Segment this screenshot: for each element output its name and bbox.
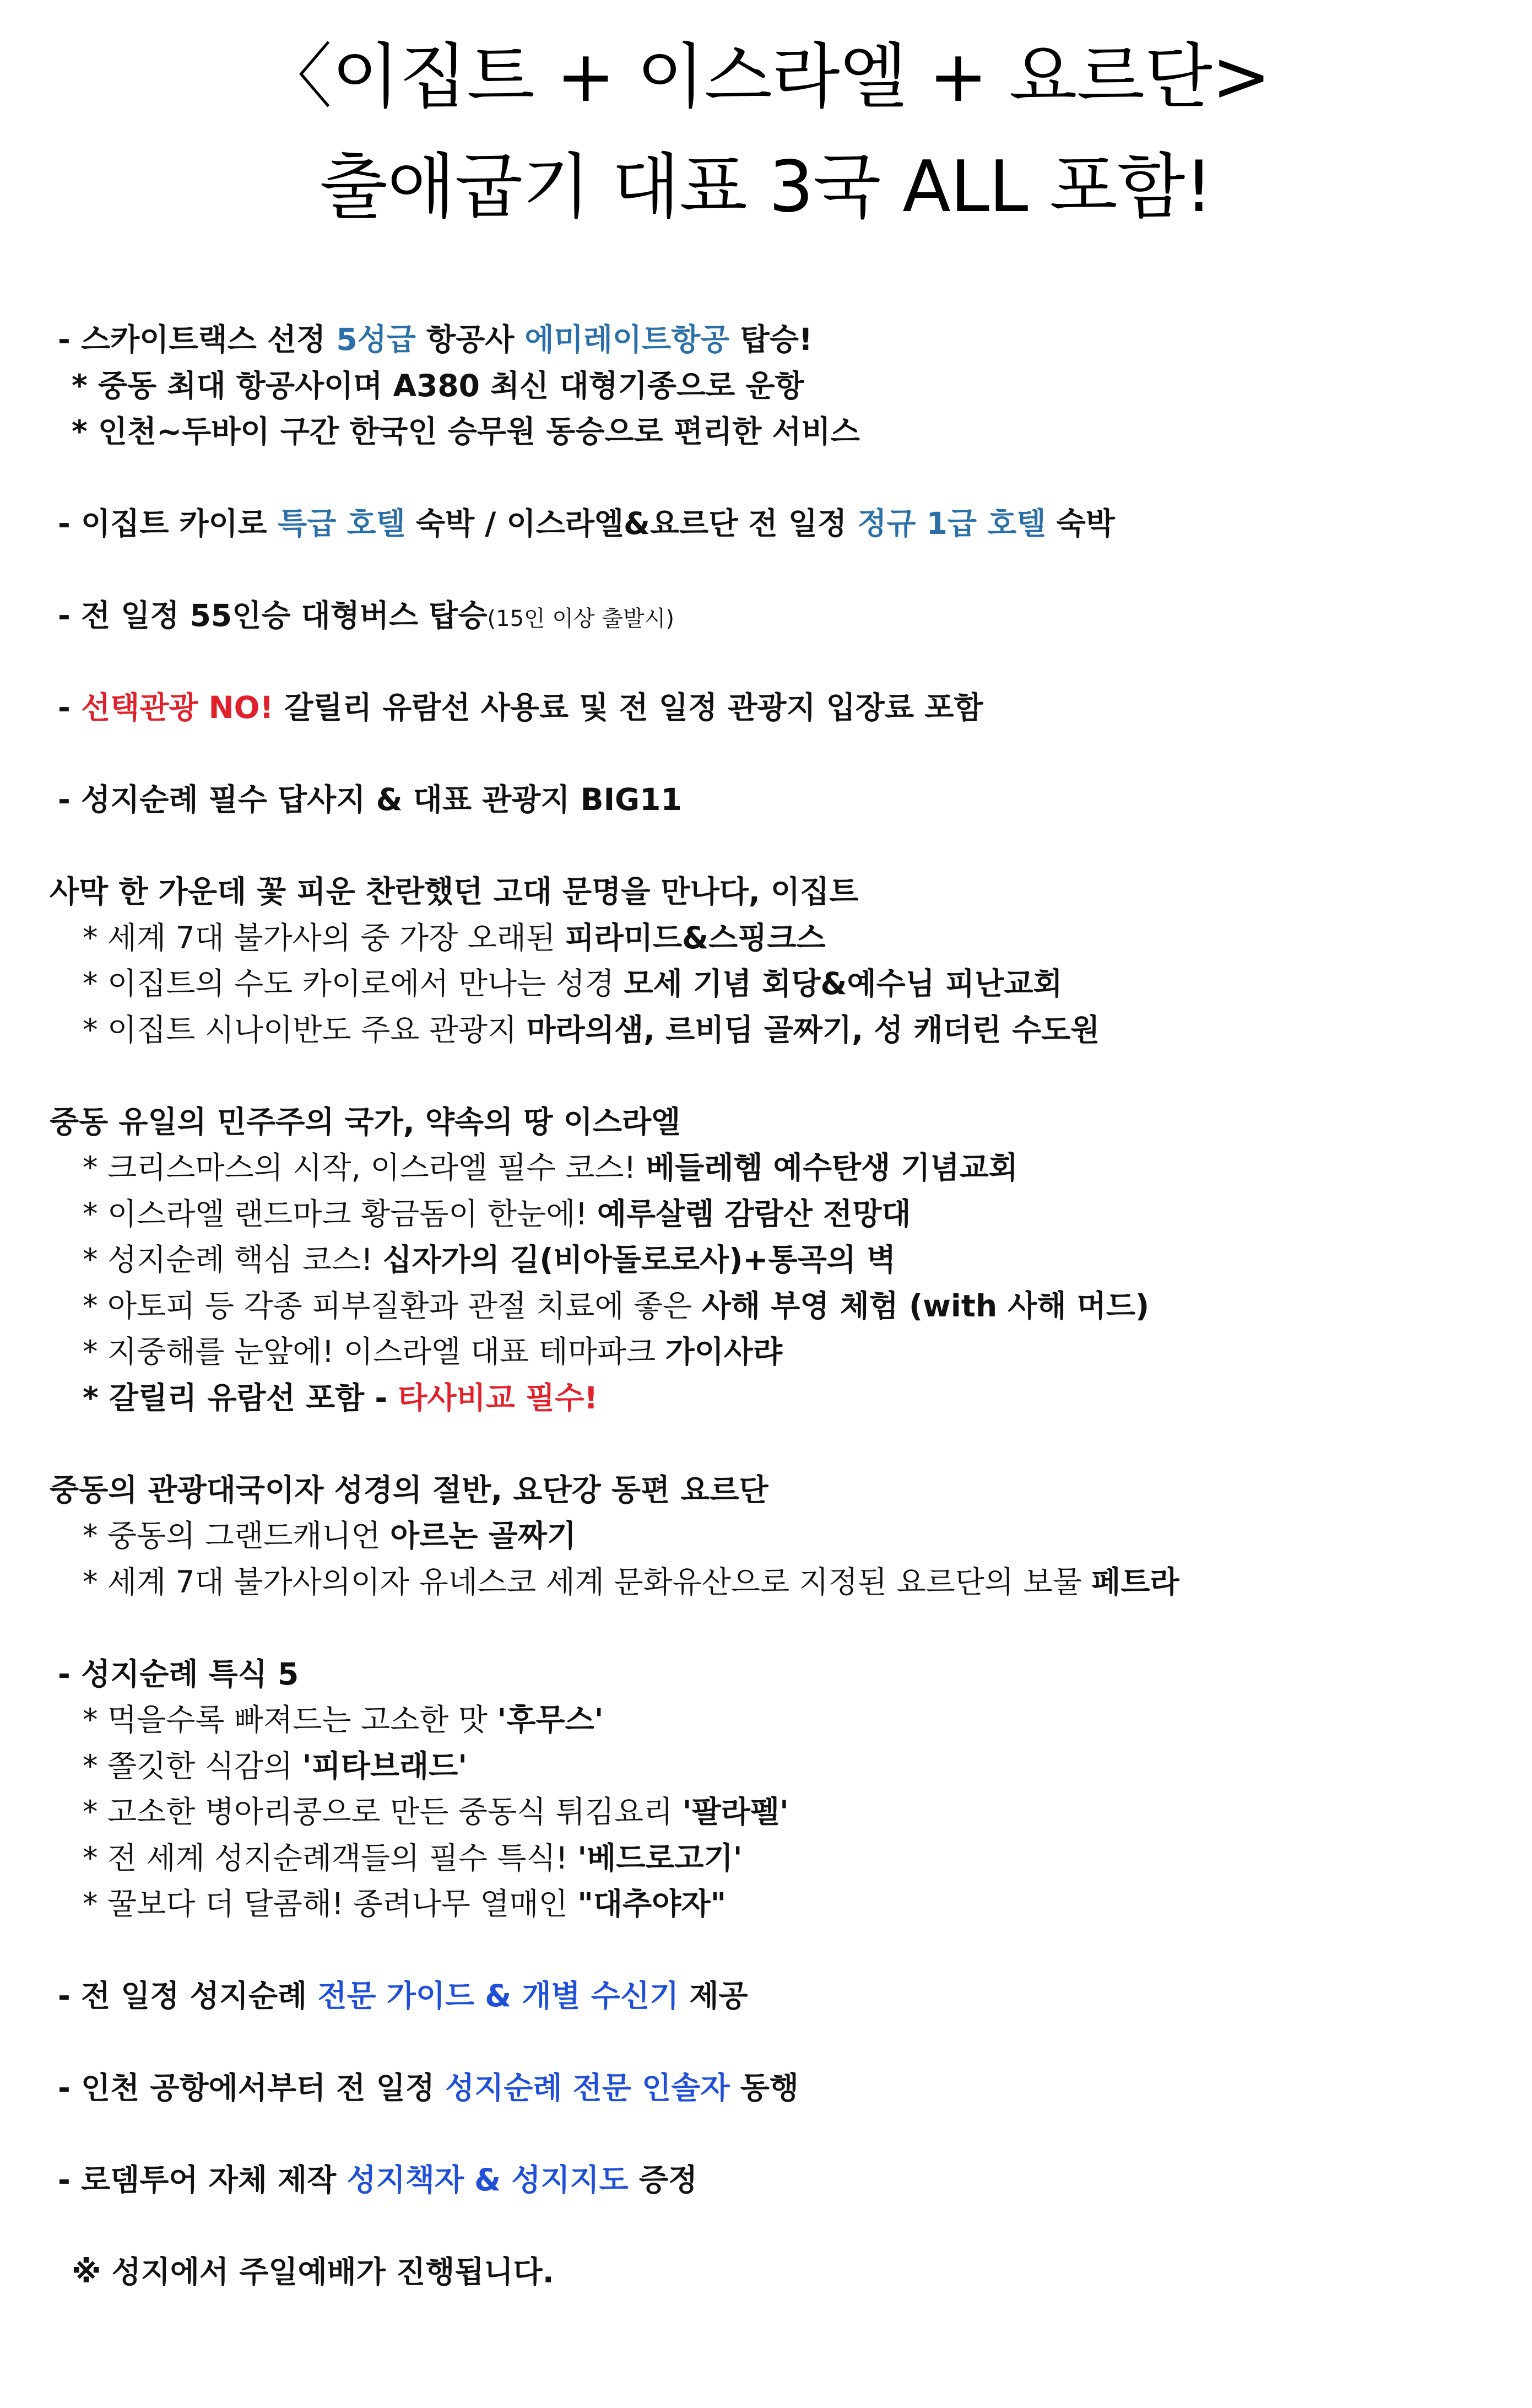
jordan-item: [50, 1559, 1493, 1606]
food-item: [50, 1881, 1493, 1928]
item-text: * 세계 7대 불가사의 중 가장 오래된: [83, 920, 565, 955]
item-text: * 먹을수록 빠져드는 고소한 맛: [83, 1702, 497, 1737]
spacer: [50, 1605, 1493, 1651]
guide-service-line: [50, 1973, 1493, 2020]
hotel-line: [50, 501, 1493, 547]
worship-note: ※ 성지에서 주일예배가 진행됩니다.: [72, 2254, 554, 2290]
item-text: * 꿀보다 더 달콤해! 종려나무 열매인: [83, 1886, 578, 1921]
item-highlight: '베드로고기': [577, 1840, 743, 1876]
airline-suffix: 탑승!: [729, 322, 813, 357]
israel-heading: 중동 유일의 민주주의 국가, 약속의 땅 이스라엘: [50, 1104, 681, 1140]
galilee-cruise-item: [50, 1375, 1493, 1422]
no-option-suffix: 갈릴리 유람선 사용료 및 전 일정 관광지 입장료 포함: [273, 690, 983, 725]
airline-detail-1: * 중동 최대 항공사이며 A380 최신 대형기종으로 운항: [72, 368, 804, 403]
airline-mid: 항공사: [415, 322, 525, 357]
spacer: [50, 2204, 1493, 2250]
item-highlight: 아르논 골짜기: [390, 1518, 577, 1553]
item-highlight: 예루살렘 감람산 전망대: [597, 1196, 911, 1232]
item-highlight: '후무스': [497, 1702, 604, 1737]
israel-item: [50, 1191, 1493, 1238]
item-highlight: '피타브래드': [302, 1748, 468, 1784]
food-item: [50, 1835, 1493, 1882]
jordan-heading: 중동의 관광대국이자 성경의 절반, 요단강 동편 요르단: [50, 1472, 768, 1508]
item-highlight: 모세 기념 회당&예수님 피난교회: [624, 966, 1063, 1001]
egypt-item: [50, 915, 1493, 962]
item-text: * 크리스마스의 시작, 이스라엘 필수 코스!: [83, 1150, 646, 1185]
food-item: [50, 1743, 1493, 1790]
guide-highlight: 전문 가이드 & 개별 수신기: [317, 1978, 679, 2013]
airline-rating: 5성급: [336, 322, 416, 357]
item-text: * 이집트 시나이반도 주요 관광지: [83, 1012, 527, 1048]
item-highlight: "대추야자": [577, 1886, 727, 1921]
item-highlight: 마라의샘, 르비딤 골짜기, 성 캐더린 수도원: [526, 1012, 1100, 1048]
spacer: [50, 455, 1493, 501]
item-highlight: 가이사랴: [665, 1334, 783, 1369]
item-text: * 아토피 등 각종 피부질환과 관절 치료에 좋은: [83, 1288, 702, 1324]
item-text: * 이스라엘 랜드마크 황금돔이 한눈에!: [83, 1196, 597, 1232]
food-item: [50, 1697, 1493, 1743]
airline-detail-2: * 인천~두바이 구간 한국인 승무원 동승으로 편리한 서비스: [72, 414, 860, 449]
title-line-2: 출애굽기 대표 3국 ALL 포함!: [320, 146, 1212, 228]
spacer: [50, 2112, 1493, 2158]
israel-item: [50, 1283, 1493, 1330]
book-highlight: 성지책자 & 성지지도: [347, 2162, 629, 2198]
egypt-item: [50, 961, 1493, 1007]
spacer: [50, 1421, 1493, 1467]
big11-line: - 성지순례 필수 답사지 & 대표 관광지 BIG11: [58, 782, 682, 817]
hotel-suffix: 숙박: [1046, 506, 1115, 541]
page-title: [0, 22, 1532, 242]
hotel-mid: 숙박 / 이스라엘&요르단 전 일정: [405, 506, 858, 541]
item-highlight: 페트라: [1091, 1564, 1179, 1600]
spacer: [50, 823, 1493, 870]
item-text: * 고소한 병아리콩으로 만든 중동식 튀김요리: [83, 1794, 683, 1829]
item-text: * 지중해를 눈앞에! 이스라엘 대표 테마파크: [83, 1334, 665, 1369]
hotel-prefix: - 이집트 카이로: [58, 506, 278, 541]
book-gift-line: [50, 2157, 1493, 2204]
escort-suffix: 동행: [729, 2070, 799, 2105]
tour-details: [50, 317, 1493, 2296]
spacer: [50, 639, 1493, 685]
hotel-cairo: 특급 호텔: [278, 506, 405, 541]
item-text: * 중동의 그랜드캐니언: [83, 1518, 391, 1553]
item-text: * 성지순례 핵심 코스!: [83, 1242, 383, 1277]
item-highlight: 십자가의 길(비아돌로로사)+통곡의 벽: [382, 1242, 896, 1277]
spacer: [50, 2020, 1493, 2066]
item-text: * 이집트의 수도 카이로에서 만나는 성경: [83, 966, 624, 1001]
egypt-item: [50, 1007, 1493, 1054]
escort-highlight: 성지순례 전문 인솔자: [445, 2070, 730, 2105]
spacer: [50, 731, 1493, 778]
item-text: * 세계 7대 불가사의이자 유네스코 세계 문화유산으로 지정된 요르단의 보물: [83, 1564, 1092, 1600]
title-line-1: 〈이집트 + 이스라엘 + 요르단>: [262, 36, 1270, 118]
foods-heading: - 성지순례 특식 5: [58, 1656, 299, 1692]
guide-prefix: - 전 일정 성지순례: [58, 1978, 318, 2013]
book-suffix: 증정: [628, 2162, 698, 2198]
airline-prefix: - 스카이트랙스 선정: [58, 322, 337, 357]
bus-main: - 전 일정 55인승 대형버스 탑승: [58, 598, 488, 633]
airline-carrier: 에미레이트항공: [524, 322, 730, 357]
item-text: * 쫄깃한 식감의: [83, 1748, 302, 1784]
escort-service-line: [50, 2065, 1493, 2112]
book-prefix: - 로뎀투어 자체 제작: [58, 2162, 347, 2198]
item-text: * 전 세계 성지순례객들의 필수 특식!: [83, 1840, 578, 1876]
galilee-highlight: 타사비교 필수!: [398, 1380, 598, 1416]
jordan-item: [50, 1513, 1493, 1559]
spacer: [50, 547, 1493, 593]
spacer: [50, 1928, 1493, 1974]
israel-item: [50, 1237, 1493, 1283]
escort-prefix: - 인천 공항에서부터 전 일정: [58, 2070, 445, 2105]
israel-item: [50, 1329, 1493, 1375]
item-highlight: '팔라펠': [682, 1794, 789, 1829]
spacer: [50, 1053, 1493, 1099]
hotel-grade: 정규 1급 호텔: [857, 506, 1046, 541]
item-highlight: 피라미드&스핑크스: [565, 920, 826, 955]
guide-suffix: 제공: [679, 1978, 748, 2013]
no-option-highlight: 선택관광 NO!: [80, 690, 274, 725]
airline-line: [50, 317, 1493, 363]
item-highlight: 베들레헴 예수탄생 기념교회: [646, 1150, 1018, 1185]
no-option-line: [50, 685, 1493, 731]
food-item: [50, 1789, 1493, 1835]
egypt-heading: 사막 한 가운데 꽃 피운 찬란했던 고대 문명을 만나다, 이집트: [50, 874, 859, 909]
israel-item: [50, 1145, 1493, 1191]
bus-note: (15인 이상 출발시): [487, 606, 674, 631]
galilee-text: * 갈릴리 유람선 포함 -: [83, 1380, 398, 1416]
bus-line: [50, 593, 1493, 639]
no-option-prefix: -: [58, 690, 81, 725]
item-highlight: 사해 부영 체험 (with 사해 머드): [701, 1288, 1150, 1324]
